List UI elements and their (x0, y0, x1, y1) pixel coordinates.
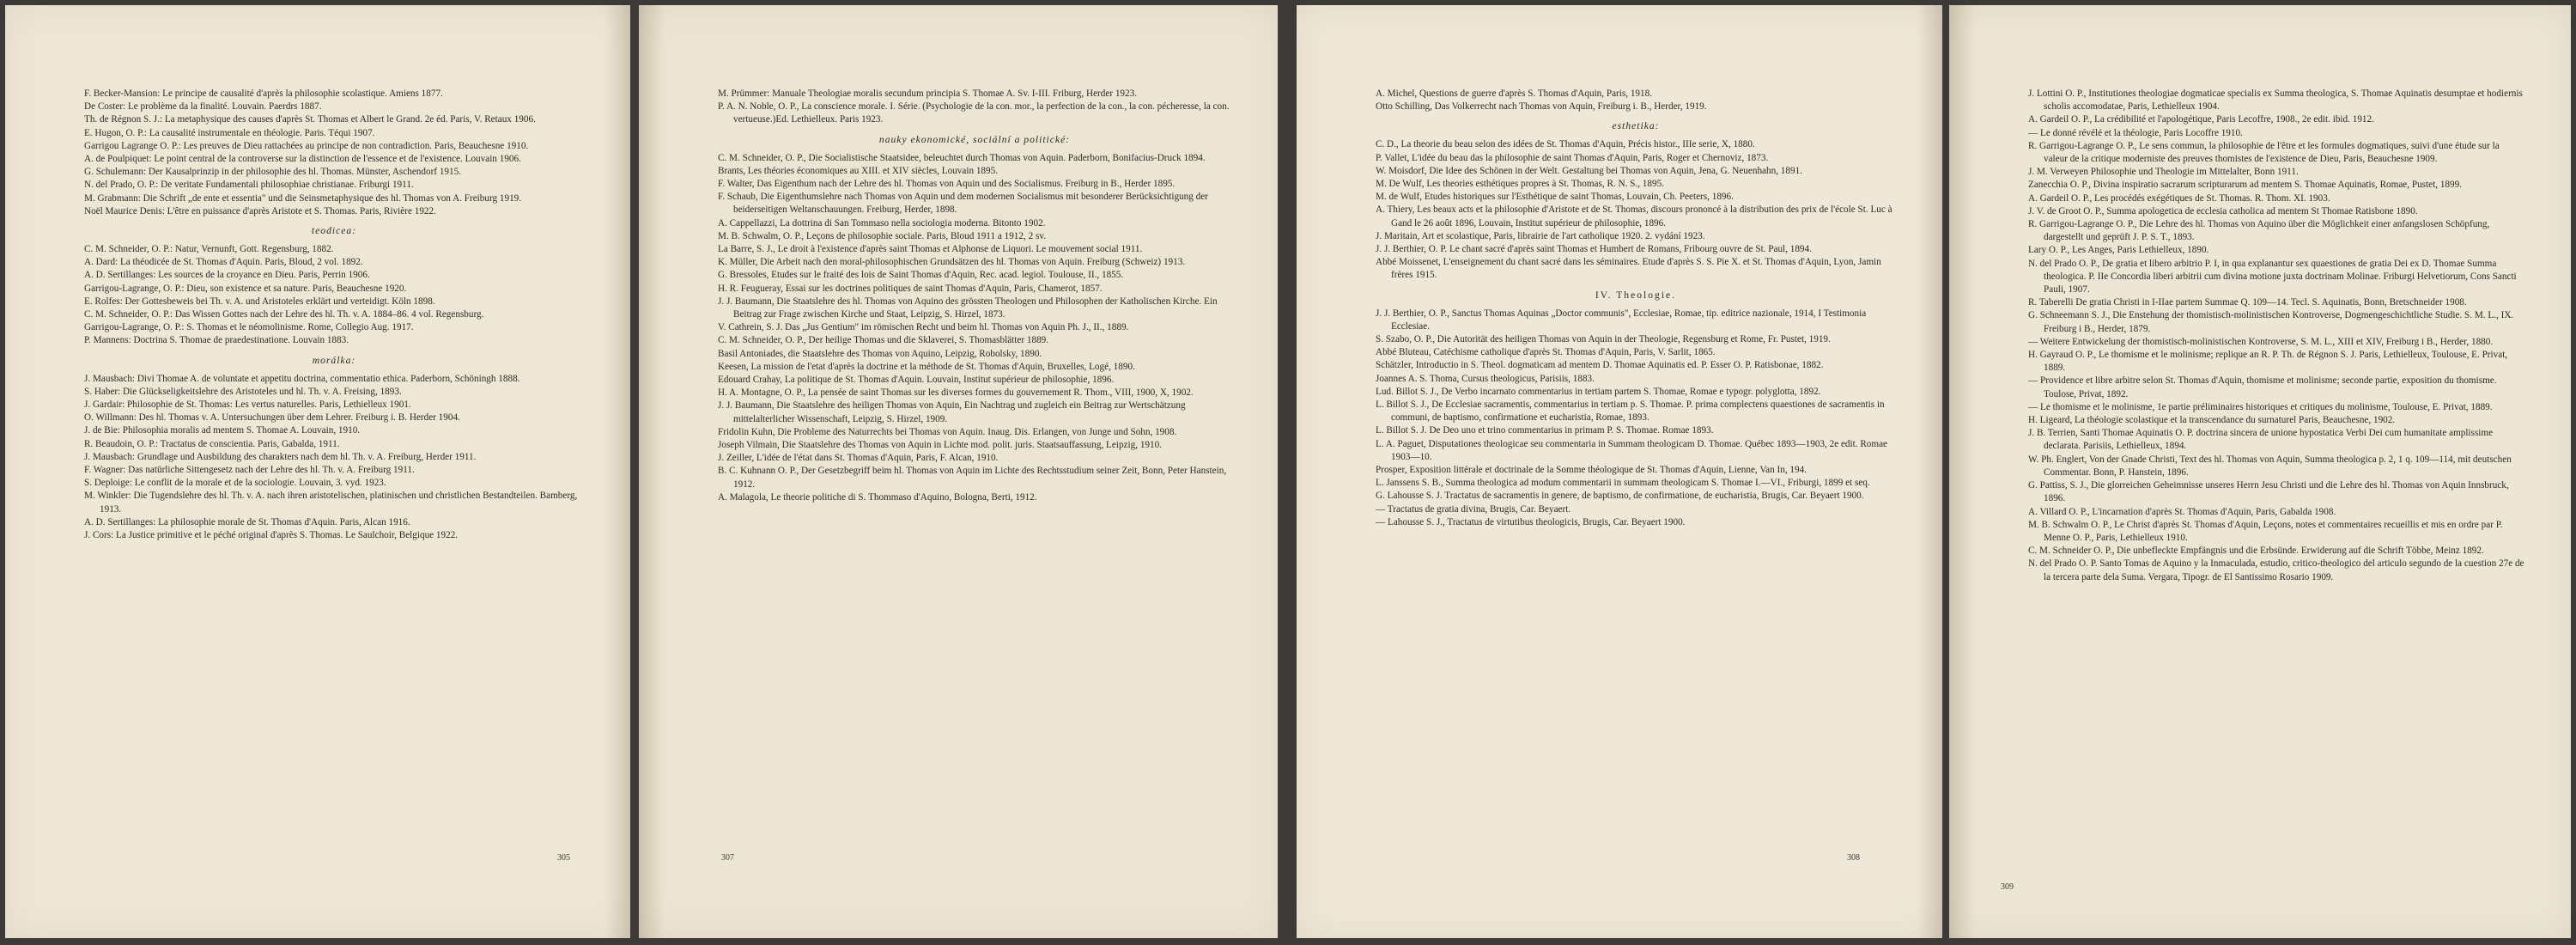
bibliography-entry: Garrigou-Lagrange, O. P.: S. Thomas et le néomolinisme. Rome, Collegio Aug. 1917. (84, 322, 414, 333)
bibliography-entry: S. Deploige: Le conflit de la morale et de la sociologie. Louvain, 3. vyd. 1923. (84, 478, 386, 489)
bibliography-entry: A. Michel, Questions de guerre d'après S. Thomas d'Aquin, Paris, 1918. (1376, 88, 1653, 99)
bibliography-entry: M. Grabmann: Die Schrift „de ente et essentia" und die Seinsmetaphysique des hl. Thomas von A. Freiburg 1919. (84, 192, 522, 204)
bibliography-entry: Abbé Bluteau, Catéchisme catholique d'après St. Thomas d'Aquin, Paris, V. Sarlit, 1865. (1376, 347, 1716, 358)
bibliography-entry: S. Haber: Die Glückseligkeitslehre des Aristoteles und hl. Th. v. A. Freising, 1893. (84, 386, 402, 397)
section-heading: teodicea: (311, 225, 357, 237)
bibliography-entry: V. Cathrein, S. J. Das „Jus Gentium" im römischen Recht und beim hl. Thomas von Aquin Ph. J., II., 1889. (718, 322, 1129, 333)
bibliography-entry: J. Lottini O. P., Institutiones theologiae dogmaticae specialis ex Summa theologica, S. Thomae Aquinatis desumptae et hodiernis scholis accomodatae, Paris, Lethielleux 1904. (2028, 88, 2523, 113)
bibliography-entry: J. Maritain, Art et scolastique, Paris, librairie de l'art catholique 1920. 2. vydání 1923. (1376, 230, 1705, 241)
bibliography-entry: G. Bressoles, Etudes sur le fraité des lois de Saint Thomas d'Aquin, Rec. acad. legiol. Toulouse, II., 1855. (718, 270, 1124, 281)
bibliography-entry: — Le donné révélé et la théologie, Paris Locoffre 1910. (2028, 127, 2243, 138)
bibliography-entry: Lud. Billot S. J., De Verbo incarnato commentarius in tertiam partem S. Thomae, Romae e typogr. polyglotta, 1892. (1376, 386, 1821, 397)
bibliography-entry: C. M. Schneider O. P., Die unbefleckte Empfängnis und die Erbsünde. Erwiderung auf die Schrift Többe, Meinz 1892. (2028, 546, 2484, 557)
bibliography-entry: B. C. Kuhnann O. P., Der Gesetzbegriff beim hl. Thomas von Aquin im Lichte des Rechtsstudium seiner Zeit, Bonn, Peter Hanstein, 1912. (718, 466, 1227, 490)
bibliography-entry: F. Walter, Das Eigenthum nach der Lehre des hl. Thomas von Aquin und des Socialismus. Freiburg in B., Herder 1895. (718, 179, 1176, 190)
bibliography-entry: F. Becker-Mansion: Le principe de causalité d'après la philosophie scolastique. Amiens 1877. (84, 88, 443, 99)
bibliography-entry: F. Wagner: Das natürliche Sittengesetz nach der Lehre des hl. Th. v. A. Freiburg 1911. (84, 465, 415, 476)
bibliography-entry: C. M. Schneider, O. P., Der heilige Thomas und die Sklaverei, S. Thomasblätter 1889. (718, 335, 1049, 346)
bibliography-entry: — Tractatus de gratia divina, Brugis, Car. Beyaert. (1376, 503, 1571, 515)
bibliography-entry: A. de Poulpiquet: Le point central de la controverse sur la distinction de l'essence et de l'existence. Louvain 1906. (84, 154, 521, 165)
bibliography-entry: J. J. Baumann, Die Staatslehre des hl. Thomas von Aquino des grössten Theologen und Philosophen der Katholischen Kirche. Ein Beitrag zur Frage zwischen Kirche und Staat, Leipzig, S. Hirzel, 1873. (718, 296, 1218, 320)
bibliography-column (2028, 88, 2524, 584)
bibliography-entry: K. Müller, Die Arbeit nach den moral-philosophischen Grundsätzen des hl. Thomas von Aquin. Freiburg (Schweiz) 1913. (718, 257, 1186, 268)
bibliography-entry: Lary O. P., Les Anges, Paris Lethielleux, 1890. (2028, 245, 2209, 256)
bibliography-entry: Otto Schilling, Das Volkerrecht nach Thomas von Aquin, Freiburg i. B., Herder, 1919. (1376, 101, 1707, 113)
bibliography-entry: Prosper, Exposition littérale et doctrinale de la Somme théologique de St. Thomas d'Aquin, Lienne, Van In, 194. (1376, 465, 1807, 476)
bibliography-entry: J. de Bie: Philosophia moralis ad mentem S. Thomae A. Louvain, 1910. (84, 425, 361, 436)
page-number: 309 (2001, 882, 2014, 892)
bibliography-entry: C. D., La theorie du beau selon des idées de St. Thomas d'Aquin, Précis histor., IIIe serie, X, 1880. (1376, 139, 1755, 150)
bibliography-entry: L. Billot S. J. De Deo uno et trino commentarius in primam P. S. Thomae. Romae 1893. (1376, 425, 1714, 436)
bibliography-entry: C. M. Schneider, O. P.: Natur, Vernunft, Gott. Regensburg, 1882. (84, 244, 334, 255)
bibliography-entry: N. del Prado O. P., De gratia et libero arbitrio P. I, in qua explanantur sex quaestiones de gratia Dei ex D. Thomae Summa theologica. P. IIe Concordia liberi arbitrii cum divina motione juxta doctrinam Molinae. Friburgi Helvetiorum, Cons Sancti Pauli, 1907. (2028, 258, 2517, 296)
bibliography-entry: A. Villard O. P., L'incarnation d'après St. Thomas d'Aquin, Paris, Gabalda 1908. (2028, 506, 2336, 517)
bibliography-entry: Edouard Crahay, La politique de St. Thomas d'Aquin. Louvain, Institut supérieur de philosophie, 1896. (718, 375, 1115, 386)
bibliography-entry: S. Szabo, O. P., Die Autorität des heiligen Thomas von Aquin in der Theologie, Regensburg et Rome, Fr. Pustet, 1919. (1376, 334, 1831, 345)
bibliography-entry: L. A. Paguet, Disputationes theologicae seu commentaria in Summam theologicam D. Thomae. Québec 1893—1903, 2e edit. Romae 1903—10. (1376, 438, 1888, 462)
bibliography-entry: Abbé Moissenet, L'enseignement du chant sacré dans les séminaires. Etude d'après S. S. Pie X. et St. Thomas d'Aquin, Lyon, Jamin frères 1915. (1376, 257, 1881, 281)
page-number: 305 (557, 853, 570, 863)
bibliography-entry: Basil Antoniades, die Staatslehre des Thomas von Aquino, Leipzig, Robolsky, 1890. (718, 348, 1042, 359)
bibliography-entry: J. J. Berthier, O. P., Sanctus Thomas Aquinas „Doctor communis", Ecclesiae, Romae, tip. editrice nazionale, 1914, I Testimonia Ecclesiae. (1376, 308, 1867, 332)
bibliography-entry: Joannes A. S. Thoma, Cursus theologicus, Parisiis, 1883. (1376, 373, 1595, 384)
bibliography-entry: M. Winkler: Die Tugendslehre des hl. Th. v. A. nach ihren aristotelischen, platinischen und christlichen Bestandteilen. Bamberg, 1913. (84, 491, 578, 515)
page-left-308 (1297, 5, 1942, 938)
bibliography-entry: H. A. Montagne, O. P., La pensée de saint Thomas sur les diverses formes du gouvernement R. Thom., VIII, 1900, X, 1902. (718, 387, 1194, 399)
bibliography-entry: R. Garrigou-Lagrange O. P., Die Lehre des hl. Thomas von Aquino über die Möglichkeit einer anfangslosen Schöpfung, dargestellt und geprüft J. P. S. T., 1893. (2028, 219, 2490, 243)
section-heading: esthetika: (1612, 120, 1660, 132)
bibliography-entry: O. Willmann: Des hl. Thomas v. A. Untersuchungen über dem Lehrer. Freiburg i. B. Herder 1904. (84, 412, 460, 424)
bibliography-entry: A. Gardeil O. P., La crédibilité et l'apologétique, Paris Lecoffre, 1908., 2e edit. ibid. 1912. (2028, 114, 2374, 125)
bibliography-entry: J. V. de Groot O. P., Summa apologetica de ecclesia catholica ad mentem St Thomae Ratisbone 1890. (2028, 205, 2418, 216)
bibliography-entry: A. D. Sertillanges: La philosophie morale de St. Thomas d'Aquin. Paris, Alcan 1916. (84, 516, 410, 527)
bibliography-entry: J. J. Berthier, O. P. Le chant sacré d'après saint Thomas et Humbert de Romans, Fribourg ouvre de St. Paul, 1894. (1376, 244, 1812, 255)
bibliography-entry: M. B. Schwalm, O. P., Leçons de philosophie sociale. Paris, Bloud 1911 a 1912, 2 sv. (718, 230, 1047, 241)
bibliography-entry: Schätzler, Introductio in S. Theol. dogmaticam ad mentem D. Thomae Aquinatis ed. P. Esser O. P. Ratisbonae, 1882. (1376, 360, 1824, 371)
bibliography-entry: J. Gardair: Philosophie de St. Thomas: Les vertus naturelles. Paris, Lethielleux 1901. (84, 399, 411, 411)
bibliography-entry: Brants, Les théories économiques au XIII. et XIV siècles, Louvain 1895. (718, 165, 999, 176)
bibliography-entry: A. Cappellazzi, La dottrina di San Tommaso nella sociologia moderna. Bitonto 1902. (718, 217, 1046, 229)
bibliography-entry: — Lahousse S. J., Tractatus de virtutibus theologicis, Brugis, Car. Beyaert 1900. (1376, 516, 1686, 527)
bibliography-entry: R. Taberelli De gratia Christi in I-IIae partem Summae Q. 109—14. Tecl. S. Aquinatis, Bonn, Bretschneider 1908. (2028, 297, 2467, 308)
bibliography-entry: J. Mausbach: Grundlage und Ausbildung des charakters nach dem hl. Th. v. A. Freiburg, Herder 1911. (84, 451, 477, 462)
bibliography-entry: P. Vallet, L'idée du beau das la philosophie de saint Thomas d'Aquin, Paris, Roger et Chernoviz, 1873. (1376, 152, 1769, 163)
bibliography-entry: L. Janssens S. B., Summa theologica ad modum commentarii in summam theologicam S. Thomae I.—VI., Friburgi, 1899 et seq. (1376, 478, 1870, 489)
bibliography-entry: M. Prümmer: Manuale Theologiae moralis secundum principia S. Thomae A. Sv. I-III. Friburg, Herder 1923. (718, 88, 1138, 99)
bibliography-column (84, 88, 584, 542)
bibliography-entry: J. Cors: La Justice primitive et le péché original d'après S. Thomas. Le Saulchoir, Belgique 1922. (84, 530, 459, 541)
bibliography-entry: G. Pattiss, S. J., Die glorreichen Geheimnisse unseres Herrn Jesu Christi und die Lehre des hl. Thomas von Aquin Innsbruck, 1896. (2028, 480, 2509, 504)
section-heading: nauky ekonomické, sociální a politické: (878, 133, 1071, 145)
bibliography-entry: W. Ph. Englert, Von der Gnade Christi, Text des hl. Thomas von Aquin, Summa theologica p. 2, 1 q. 109—114, mit deutschen Commentar. Bonn, P. Hanstein, 1896. (2028, 454, 2512, 478)
bibliography-entry: Noël Maurice Denis: L'être en puissance d'après Aristote et S. Thomas. Paris, Rivière 1922. (84, 205, 436, 216)
bibliography-entry: A. Dard: La théodicée de St. Thomas d'Aquin. Paris, Bloud, 2 vol. 1892. (84, 257, 363, 268)
bibliography-entry: J. M. Verweyen Philosophie und Theologie im Mittelalter, Bonn 1911. (2028, 167, 2299, 178)
bibliography-entry: Joseph Vilmain, Die Staatslehre des Thomas von Aquin in Lichte mod. polit. juris. Staatsauffassung, Leipzig, 1910. (718, 440, 1162, 451)
bibliography-entry: De Coster: Le problème da la finalité. Louvain. Paerdrs 1887. (84, 101, 322, 113)
bibliography-entry: H. Ligeard, La théologie scolastique et la transcendance du surnaturel Paris, Beauchesne, 1902. (2028, 415, 2396, 426)
page-number: 307 (721, 853, 734, 863)
bibliography-entry: — Providence et libre arbitre selon St. Thomas d'Aquin, thomisme et molinisme; seconde partie, exposition du thomisme. Toulose, Privat, 1892. (2028, 375, 2497, 399)
bibliography-entry: Fridolin Kuhn, Die Probleme des Naturrechts bei Thomas von Aquin. Inaug. Dis. Erlangen, von Junge und Sohn, 1908. (718, 426, 1177, 437)
bibliography-entry: Th. de Régnon S. J.: La metaphysique des causes d'après St. Thomas et Albert le Grand. 2e éd. Paris, V. Retaux 1906. (84, 114, 536, 125)
bibliography-entry: La Barre, S. J., Le droit à l'existence d'après saint Thomas et Alphonse de Liquori. Le mouvement social 1911. (718, 244, 1143, 255)
section-heading: IV. Theologie. (1595, 289, 1677, 301)
bibliography-entry: R. Garrigou-Lagrange O. P., Le sens commun, la philosophie de l'être et les formules dogmatiques, suivi d'une étude sur la valeur de la critique moderniste des preuves thomistes de l'existence de Dieu, Paris, Beauchesne 1909. (2028, 140, 2500, 165)
page-number: 308 (1847, 853, 1860, 863)
bibliography-entry: J. Zeiller, L'idée de l'état dans St. Thomas d'Aquin, Paris, F. Alcan, 1910. (718, 453, 999, 464)
bibliography-entry: M. De Wulf, Les theories esthétiques propres à St. Thomas, R. N. S., 1895. (1376, 179, 1664, 190)
bibliography-entry: C. M. Schneider, O. P., Die Socialistische Staatsidee, beleuchtet durch Thomas von Aquin. Paderborn, Bonifacius-Druck 1894. (718, 152, 1206, 163)
bibliography-entry: P. Mannens: Doctrina S. Thomae de praedestinatione. Louvain 1883. (84, 335, 349, 346)
bibliography-entry: N. del Prado, O. P.: De veritate Fundamentali philosophiae christianae. Friburgi 1911. (84, 180, 414, 191)
bibliography-entry: — Le thomisme et le molinisme, 1e partie préliminaires historiques et critiques du molinisme, Toulouse, E. Privat, 1889. (2028, 401, 2493, 412)
page-right-307 (639, 5, 1278, 938)
bibliography-entry: J. J. Baumann, Die Staatslehre des heiligen Thomas von Aquin, Ein Nachtrag und zugleich ein Beitrag zur Wertschätzung mittelalterlicher Wissenschaft, Leipzig, S. Hirzel, 1909. (718, 400, 1186, 424)
bibliography-entry: H. R. Feugueray, Essai sur les doctrines politiques de saint Thomas d'Aquin, Paris, Chamerot, 1857. (718, 283, 1103, 294)
bibliography-entry: Keesen, La mission de l'etat d'après la doctrine et la méthode de St. Thomas d'Aquin, Bruxelles, Logé, 1890. (718, 361, 1135, 372)
bibliography-entry: P. A. N. Noble, O. P., La conscience morale. I. Série. (Psychologie de la con. mor., la perfection de la con., la con. pécheresse, la con. vertueuse.)Ed. Lethielleux. Paris 1923. (718, 101, 1230, 125)
bibliography-entry: W. Moisdorf, Die Idee des Schönen in der Welt. Gestaltung bei Thomas von Aquin, Jena, G. Neuenhahn, 1891. (1376, 165, 1802, 176)
page-left-305 (5, 5, 630, 938)
bibliography-entry: J. Mausbach: Divi Thomae A. de voluntate et appetitu doctrina, commentatio ethica. Paderborn, Schöningh 1888. (84, 373, 520, 384)
bibliography-entry: E. Hugon, O. P.: La causalité instrumentale en théologie. Paris. Téqui 1907. (84, 127, 375, 138)
bibliography-entry: M. B. Schwalm O. P., Le Christ d'après St. Thomas d'Aquin, Leçons, notes et commentaires recueillis et mis en ordre par P. Menne O. P., Paris, Lethielleux 1910. (2028, 519, 2503, 543)
bibliography-entry: G. Schulemann: Der Kausalprinzip in der philosophie des hl. Thomas. Münster, Aschendorf 1915. (84, 167, 461, 178)
bibliography-entry: A. D. Sertillanges: Les sources de la croyance en Dieu. Paris, Perrin 1906. (84, 270, 370, 281)
bibliography-entry: A. Gardeil O. P., Les procédés exégétiques de St. Thomas. R. Thom. XI. 1903. (2028, 192, 2330, 204)
bibliography-entry: L. Billot S. J., De Ecclesiae sacramentis, commentarius in tertiam p. S. Thomae. P. prima complectens quaestiones de sacramentis in communi, de baptismo, confirmatione et eucharistia, Romae, 1893. (1376, 399, 1885, 424)
bibliography-entry: G. Lahousse S. J. Tractatus de sacramentis in genere, de baptismo, de confirmatione, de eucharistia, Brugis, Car. Beyaert 1900. (1376, 491, 1864, 502)
bibliography-entry: R. Beaudoin, O. P.: Tractatus de conscientia. Paris, Gabalda, 1911. (84, 438, 340, 449)
bibliography-entry: J. B. Terrien, Santi Thomae Aquinatis O. P. doctrina sincera de unione hypostatica Verbi Dei cum humanitate amplissime declarata. Parisiis, Lethielleux, 1894. (2028, 428, 2494, 452)
bibliography-entry: Zanecchia O. P., Divina inspiratio sacrarum scripturarum ad mentem S. Thomae Aquinatis, Romae, Pustet, 1899. (2028, 180, 2462, 191)
bibliography-entry: A. Malagola, Le theorie politiche di S. Thommaso d'Aquino, Bologna, Berti, 1912. (718, 491, 1037, 503)
bibliography-column (718, 88, 1231, 504)
bibliography-column (1376, 88, 1896, 529)
bibliography-entry: F. Schaub, Die Eigenthumslehre nach Thomas von Aquin und dem modernen Socialismus mit besonderer Berücksichtigung der beiderseitigen Weltanschauungen. Freiburg, Herder, 1898. (718, 192, 1208, 216)
bibliography-entry: Garrigou-Lagrange, O. P.: Dieu, son existence et sa nature. Paris, Beauchesne 1920. (84, 283, 407, 294)
bibliography-entry: H. Gayraud O. P., Le thomisme et le molinisme; replique an R. P. Th. de Régnon S. J. Paris, Lethielleux, Toulouse, E. Privat, 1889. (2028, 350, 2508, 374)
bibliography-entry: E. Rolfes: Der Gottesbeweis bei Th. v. A. und Aristoteles erklärt und verteidigt. Köln 1898. (84, 296, 435, 307)
bibliography-entry: Garrigou Lagrange O. P.: Les preuves de Dieu rattachées au principe de non contradiction. Paris, Beauchesne 1910. (84, 140, 529, 151)
bibliography-entry: G. Schneemann S. J., Die Enstehung der thomistisch-molinistischen Kontroverse, Dogmengeschichtliche Studie. S. M. L., IX. Freiburg i B., Herder, 1879. (2028, 310, 2514, 334)
bibliography-entry: C. M. Schneider, O. P.: Das Wissen Gottes nach der Lehre des hl. Th. v. A. 1884–86. 4 vol. Regensburg. (84, 309, 484, 320)
bibliography-entry: — Weitere Entwickelung der thomistisch-molinistischen Kontroverse, S. M. L., XIII et XIV, Freiburg i B., Herder, 1880. (2028, 336, 2494, 347)
page-right-309 (1949, 5, 2571, 938)
section-heading: morálka: (312, 354, 356, 366)
bibliography-entry: N. del Prado O. P. Santo Tomas de Aquino y la Inmaculada, estudio, critico-theologico del articulo segundo de la cuestion 27e de la tercera parte dela Suma. Vergara, Tipogr. de El Santissimo Rosario 1909. (2028, 558, 2524, 582)
bibliography-entry: M. de Wulf, Etudes historiques sur l'Esthétique de saint Thomas, Louvain, Ch. Peeters, 1896. (1376, 192, 1734, 203)
bibliography-entry: A. Thiery, Les beaux acts et la philosophie d'Aristote et de St. Thomas, discours prononcé à la distribution des prix de l'école St. Luc à Gand le 26 août 1896, Louvain, Institut supérieur de philosophie, 1896. (1376, 204, 1893, 229)
